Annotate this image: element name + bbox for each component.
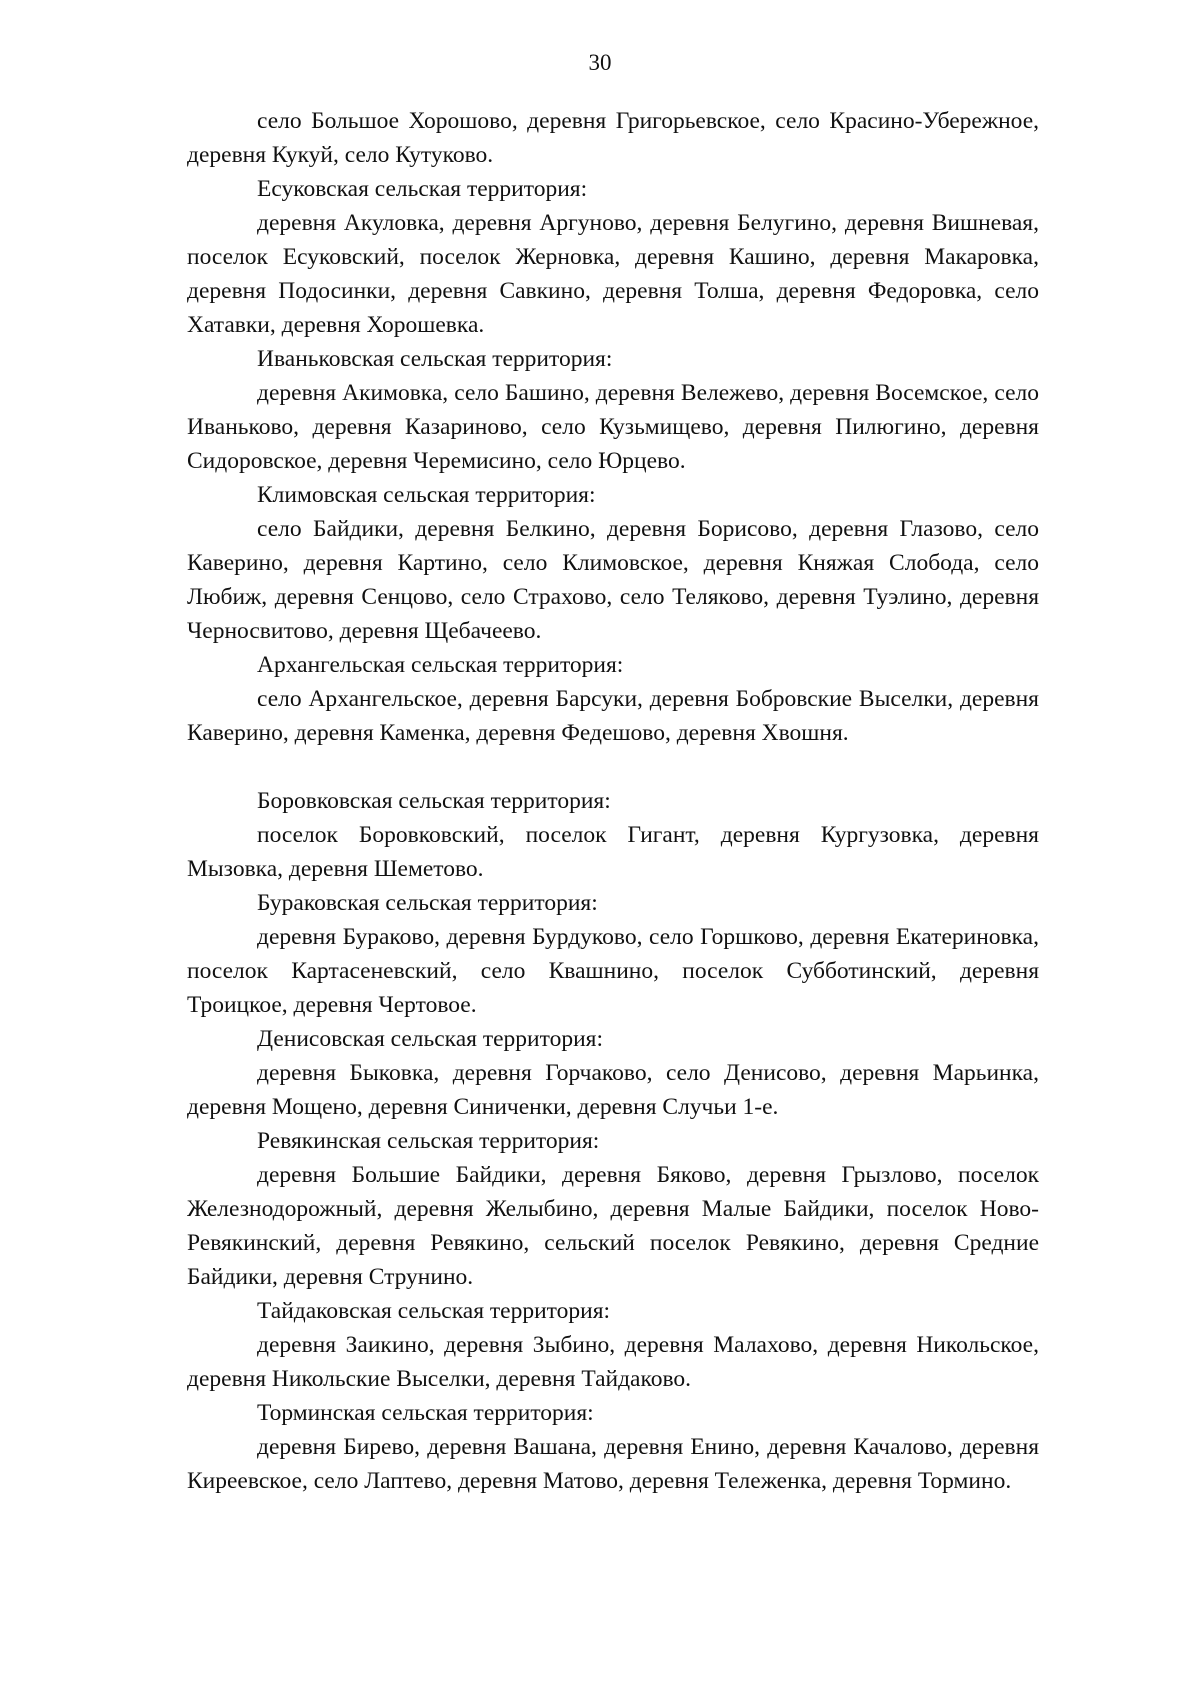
document-body <box>187 104 1039 1498</box>
territory-heading: Иваньковская сельская территория: <box>257 346 613 372</box>
settlement-list-paragraph: деревня Акимовка, село Башино, деревня Вележево, деревня Восемское, село Иваньково, деревня Казариново, село Кузьмищево, деревня Пилюгино, деревня Сидоровское, деревня Черемисино, село Юрцево. <box>187 380 1039 474</box>
settlement-list-paragraph: деревня Бирево, деревня Вашана, деревня Енино, деревня Качалово, деревня Киреевское, село Лаптево, деревня Матово, деревня Тележенка, деревня Тормино. <box>187 1434 1039 1494</box>
territory-heading: Есуковская сельская территория: <box>257 176 588 202</box>
settlement-list-paragraph: деревня Акуловка, деревня Аргуново, деревня Белугино, деревня Вишневая, поселок Есуковский, поселок Жерновка, деревня Кашино, деревня Макаровка, деревня Подосинки, деревня Савкино, деревня Толша, деревня Федоровка, село Хатавки, деревня Хорошевка. <box>187 210 1039 338</box>
territory-heading: Ревякинская сельская территория: <box>257 1128 600 1154</box>
settlement-list-paragraph: поселок Боровковский, поселок Гигант, деревня Кургузовка, деревня Мызовка, деревня Шеметово. <box>187 822 1039 882</box>
settlement-list-paragraph: деревня Бураково, деревня Бурдуково, село Горшково, деревня Екатериновка, поселок Картасеневский, село Квашнино, поселок Субботинский, деревня Троицкое, деревня Чертовое. <box>187 924 1039 1018</box>
settlement-list-paragraph: деревня Большие Байдики, деревня Бяково, деревня Грызлово, поселок Железнодорожный, деревня Желыбино, деревня Малые Байдики, поселок Ново-Ревякинский, деревня Ревякино, сельский поселок Ревякино, деревня Средние Байдики, деревня Струнино. <box>187 1162 1039 1290</box>
territory-heading: Денисовская сельская территория: <box>257 1026 603 1052</box>
page-number: 30 <box>588 50 612 75</box>
territory-heading: Тайдаковская сельская территория: <box>257 1298 611 1324</box>
settlement-list-paragraph: деревня Заикино, деревня Зыбино, деревня Малахово, деревня Никольское, деревня Никольские Выселки, деревня Тайдаково. <box>187 1332 1039 1392</box>
territory-heading: Климовская сельская территория: <box>257 482 596 508</box>
settlement-list-paragraph: деревня Быковка, деревня Горчаково, село Денисово, деревня Марьинка, деревня Мощено, деревня Синиченки, деревня Случьи 1-е. <box>187 1060 1039 1120</box>
paragraph-spacer <box>187 750 1039 784</box>
territory-heading: Архангельская сельская территория: <box>257 652 624 678</box>
territory-heading: Боровковская сельская территория: <box>257 788 611 814</box>
territory-heading: Торминская сельская территория: <box>257 1400 594 1426</box>
territory-heading: Бураковская сельская территория: <box>257 890 598 916</box>
settlement-list-paragraph: село Байдики, деревня Белкино, деревня Борисово, деревня Глазово, село Каверино, деревня Картино, село Климовское, деревня Княжая Слобода, село Любиж, деревня Сенцово, село Страхово, село Теляково, деревня Туэлино, деревня Черносвитово, деревня Щебачеево. <box>187 516 1039 644</box>
settlement-list-paragraph: село Большое Хорошово, деревня Григорьевское, село Красино-Убережное, деревня Кукуй, село Кутуково. <box>187 108 1039 168</box>
settlement-list-paragraph: село Архангельское, деревня Барсуки, деревня Бобровские Выселки, деревня Каверино, деревня Каменка, деревня Федешово, деревня Хвошня. <box>187 686 1039 746</box>
